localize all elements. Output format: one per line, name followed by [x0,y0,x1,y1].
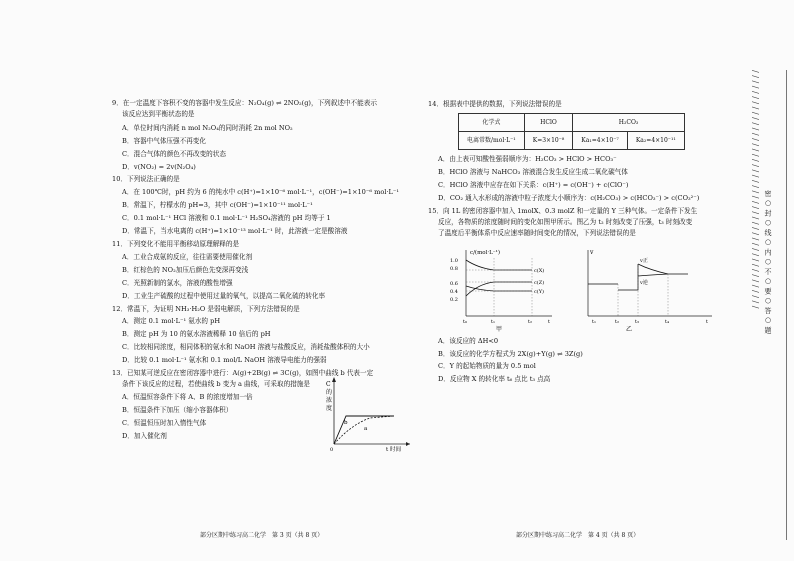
q13-option-b: B．恒温条件下加压（缩小容器体积） [122,405,233,414]
q15-jia-series-y: c(Y) [534,288,545,295]
footer-page-3: 部分区期中练习高二化学 第 3 页（共 8 页） [200,532,324,539]
q15-jia-series-z: c(Z) [534,279,545,286]
q13-curve-b-label: b [344,420,348,427]
q15-jia-tick-0-6: 0.6 [450,280,458,287]
q9-option-d: D．v(NO₂) = 2v(N₂O₄) [122,162,196,171]
q14-table-h2co3-ka2: Ka₂=4×10⁻¹¹ [627,132,684,150]
q15-yi-x-t3: t₃ [635,318,640,325]
q14-table-header-formula: 化学式 [459,113,525,131]
q15-yi-x-t2: t₂ [615,318,620,325]
q15-jia-x-t2: t₂ [528,318,533,325]
q15-jia-curve-x [466,260,532,270]
q15-jia-x-t1: t₁ [491,318,496,325]
q15-yi-x-t1: t₁ [592,318,597,325]
q9-option-b: B．容器中气体压强不再变化 [122,136,206,145]
q10-stem: 10．下列说法正确的是 [112,175,180,184]
q15-stem-line3: 了温度后平衡体系中反应速率随时间变化的情况，下列说法错误的是 [438,228,636,237]
q11-stem: 11．下列变化不能用平衡移动原理解释的是 [112,239,240,248]
q11-option-b: B．红棕色的 NO₂加压后颜色先变深再变浅 [122,265,249,274]
q15-yi-x-t4: t₄ [665,318,670,325]
q9-stem-line1: 9．在一定温度下容积不变的容器中发生反应：N₂O₄(g) ⇌ 2NO₂(g)，下列叙述中不能表示 [112,99,377,107]
q15-jia-tick-0-8: 0.8 [450,265,458,272]
question-10 [112,176,412,236]
q14-table-header-hclo: HClO [524,113,573,131]
q13-curve-a-label: a [364,426,368,433]
q15-option-b: B．该反应的化学方程式为 2X(g)+Y(g) ⇌ 3Z(g) [438,349,583,358]
q13-y-label-1: C [326,381,331,389]
q9-stem-line2: 该反应达到平衡状态的是 [122,109,195,118]
q13-option-c: C．恒温恒压时加入惰性气体 [122,418,207,427]
q14-option-c: C．HClO 溶液中应存在如下关系：c(H⁺) = c(OH⁻) + c(ClO⁻) [438,181,629,190]
q13-origin-label: 0 [330,447,334,453]
q15-yi-x-t: t [706,318,709,325]
q13-stem-line1: 13．已知某可逆反应在密闭容器中进行：A(g)+2B(g) ⇌ 3C(g)，如图中曲线 b 代表一定 [112,369,374,378]
q13-x-label: t 时间 [386,447,401,453]
q15-jia-tick-0-4: 0.4 [450,288,458,295]
q15-figure-yi [578,244,718,332]
q14-stem: 14．根据表中提供的数据，下列说法错误的是 [428,100,562,108]
q15-jia-series-x: c(X) [534,267,545,274]
footer-page-4: 部分区期中练习高二化学 第 4 页（共 8 页） [516,532,640,539]
q12-option-d: D．比较 0.1 mol·L⁻¹ 氨水和 0.1 mol/L NaOH 溶液导电能力的强弱 [122,356,327,365]
q15-yi-caption: 乙 [626,325,633,332]
q15-option-a: A．该反应的 ΔH<0 [438,336,499,345]
q15-yi-v-pos-curve [638,264,688,274]
q10-option-d: D．常温下，当水电离的 c(H⁺)=1×10⁻¹³ mol·L⁻¹ 时，此溶液一定是酸溶液 [122,227,348,236]
q13-option-a: A．恒温恒容条件下将 A、B 的浓度增加一倍 [122,392,253,401]
q12-option-a: A．测定 0.1 mol·L⁻¹ 氨水的 pH [122,317,221,326]
q15-jia-tick-1-0: 1.0 [450,257,458,264]
q15-yi-v-neg: v逆 [640,279,648,286]
q12-option-b: B．测定 pH 为 10 的氨水溶液稀释 10 倍后的 pH [122,330,271,339]
q14-ionization-constant-table [458,113,685,150]
q13-concentration-time-graph [324,372,414,452]
q15-yi-v-pos: v正 [640,257,648,264]
binding-margin [742,70,794,540]
right-column [428,101,728,389]
q15-stem-line2: 反应，各物质的浓度随时间的变化如图甲所示。图乙为 t₂ 时刻改变了压强，t₃ 时刻改变 [438,217,693,226]
question-14 [428,101,728,203]
q14-table-h2co3-ka1: Ka₁=4×10⁻⁷ [573,132,628,150]
q15-option-d: D．反应物 X 的转化率 t₆ 点比 t₃ 点高 [438,375,551,384]
q10-option-b: B．常温下，柠檬水的 pH=3，其中 c(OH⁻)=1×10⁻¹¹ mol·L⁻¹ [122,201,313,210]
q13-y-label-3: 浓 [326,397,333,405]
q15-yi-y-label: v [590,248,594,256]
q15-jia-tick-0-2: 0.2 [450,296,458,303]
q11-option-d: D．工业生产硫酸的过程中使用过量的氧气，以提高二氧化硫的转化率 [122,291,326,300]
q15-jia-x-t: t [548,318,551,325]
question-12 [112,306,412,366]
q15-yi-rate-lines [588,264,638,290]
q15-figures [428,244,728,332]
q15-stem-line1: 15．向 1L 的密闭容器中加入 1molX、0.3 molZ 和一定量的 Y 三种气体。一定条件下发生 [428,206,698,215]
q15-yi-v-neg-curve [638,274,668,276]
q12-option-c: C．比较相同浓度，相同体积的氨水和 NaOH 溶液与盐酸反应，消耗盐酸体积的大小 [122,343,370,352]
q14-table-hclo-k: K=3×10⁻⁸ [524,132,573,150]
left-column [112,99,412,453]
q15-jia-caption: 甲 [496,325,503,332]
q14-option-d: D．CO₂ 通入水形成的溶液中粒子浓度大小顺序为：c(H₂CO₃) > c(HCO₃⁻) > c(CO₃²⁻) [438,194,700,202]
q13-option-d: D．加入催化剂 [122,431,167,440]
question-13 [112,369,412,453]
q15-jia-x-t0: t₀ [463,318,468,325]
q14-table-header-h2co3: H₂CO₃ [573,113,685,131]
q11-option-c: C．光照新制的氯水，溶液的酸性增强 [122,278,233,287]
q13-y-label-4: 度 [326,405,333,413]
q15-option-c: C．Y 的起始物质的量为 0.5 mol [438,362,536,371]
question-9 [112,100,412,171]
binding-edge-line [786,70,787,540]
q15-jia-y-label: c/(mol·L⁻¹) [470,249,501,256]
q15-figure-jia [448,244,558,332]
binding-dash-line: / / / / / / / / / / / / / / / / / / / / / / / / / / / / / / / / / / / / / / / / / / / / / / [751,70,760,309]
q13-stem-line2: 条件下该反应的过程，若使曲线 b 变为 a 曲线，可采取的措施是 [122,379,310,388]
q15-jia-curve-y [466,286,532,291]
question-15 [428,208,728,384]
q11-option-a: A．工业合成氨的反应，往往需要使用催化剂 [122,252,253,261]
q9-option-c: C．混合气体的颜色不再改变的状态 [122,149,226,158]
q14-option-a: A．由上表可知酸性强弱顺序为：H₂CO₃ > HClO > HCO₃⁻ [438,155,617,164]
q10-option-c: C．0.1 mol·L⁻¹ HCl 溶液和 0.1 mol·L⁻¹ H₂SO₄溶液的 pH 均等于 1 [122,214,331,223]
q13-y-label-2: 的 [326,389,333,397]
q14-option-b: B．HClO 溶液与 NaHCO₃ 溶液混合发生反应生成二氧化碳气体 [438,168,628,177]
q10-option-a: A．在 100℃时，pH 约为 6 的纯水中 c(H⁺)=1×10⁻⁶ mol·L⁻¹，c(OH⁻)=1×10⁻⁶ mol·L⁻¹ [122,188,400,197]
binding-seal-text: 密 ○ 封 ○ 线 ○ 内 ○ 不 ○ 要 ○ 答 ○ 题 [764,190,772,334]
q9-option-a: A．单位时间内消耗 n mol N₂O₄的同时消耗 2n mol NO₂ [122,123,293,132]
q14-table-row-label: 电离常数/mol·L⁻¹ [459,132,525,150]
q12-stem: 12．常温下，为证明 NH₃·H₂O 是弱电解质，下列方法错误的是 [112,304,300,313]
question-11 [112,241,412,301]
